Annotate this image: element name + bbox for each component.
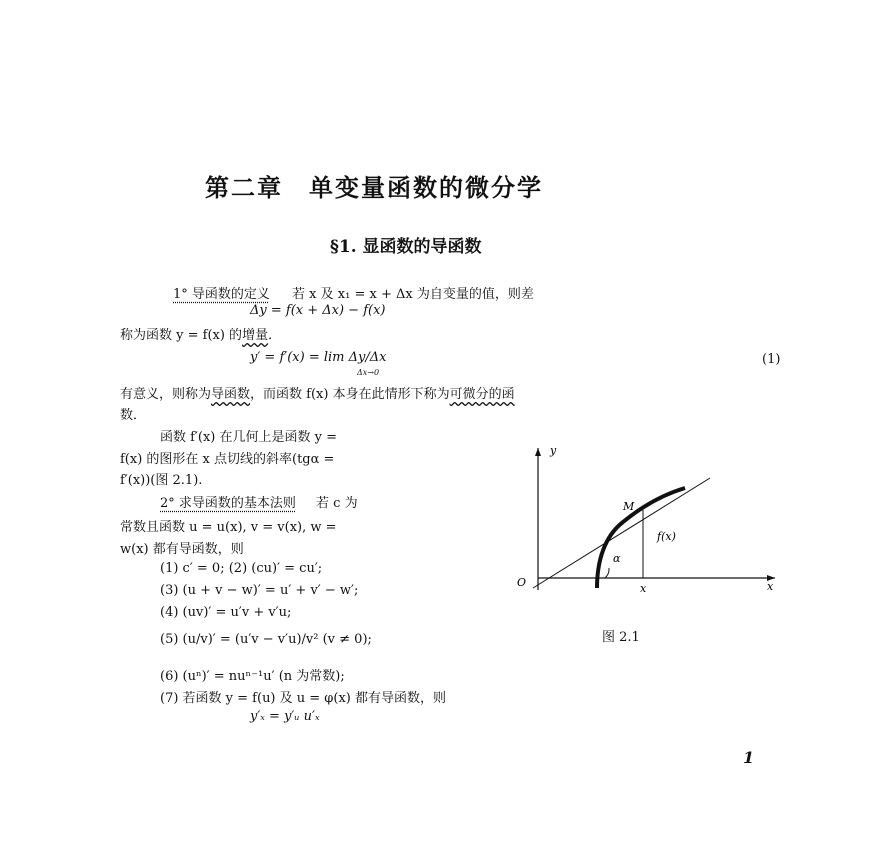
- definition-label: 1° 导函数的定义: [173, 287, 270, 302]
- label-alpha: α: [613, 552, 621, 565]
- page-number: 1: [743, 748, 755, 767]
- definition-line-5: [120, 383, 515, 402]
- definition-line-6: 数．: [120, 408, 147, 423]
- definition-line-1: [173, 283, 534, 302]
- chapter-title: 第二章 单变量函数的微分学: [205, 173, 543, 202]
- period: ．: [268, 328, 282, 343]
- differentiable-term: 可微分的函: [449, 387, 515, 402]
- rules-label: 2° 求导函数的基本法则: [160, 496, 296, 511]
- rule-3: (3) (u + v − w)′ = u′ + v′ − w′;: [160, 583, 359, 598]
- line5-pre: 有意义，则称为: [120, 387, 212, 402]
- increment-sentence: 称为函数 y = f(x) 的: [120, 328, 243, 343]
- label-y: y: [550, 444, 557, 457]
- tangent-line: [533, 478, 710, 588]
- label-x-tick: x: [640, 582, 647, 595]
- figure-caption: 图 2.1: [602, 630, 640, 645]
- difference-formula: Δy = f(x + Δx) − f(x): [250, 303, 386, 318]
- derivative-term: 导函数: [211, 387, 251, 402]
- rule-6: (6) (uⁿ)′ = nuⁿ⁻¹u′ (n 为常数);: [160, 669, 345, 684]
- figure-2-1: [505, 440, 785, 600]
- section-title: §1. 显函数的导函数: [330, 237, 482, 257]
- label-x: x: [767, 580, 774, 593]
- line5-mid: ，而函数 f(x) 本身在此情形下称为: [250, 387, 450, 402]
- rules-line-1: [160, 492, 358, 511]
- equation-number: (1): [762, 352, 781, 367]
- geometry-line-1: 函数 f′(x) 在几何上是函数 y =: [160, 430, 338, 445]
- definition-line-3: [120, 324, 281, 343]
- y-axis-arrow: [535, 448, 541, 456]
- rule-4: (4) (uv)′ = u′v + v′u;: [160, 605, 292, 620]
- chain-rule: y′ₓ = y′ᵤ u′ₓ: [250, 709, 320, 724]
- rule-5: (5) (u/v)′ = (u′v − v′u)/v² (v ≠ 0);: [160, 632, 372, 647]
- rules-intro: 若 c 为: [316, 496, 358, 511]
- geometry-line-2: f(x) 的图形在 x 点切线的斜率(tgα =: [120, 452, 335, 467]
- derivative-formula: y′ = f′(x) = lim Δy/Δx: [250, 350, 387, 365]
- geometry-line-3: f′(x))(图 2.1).: [120, 473, 203, 488]
- rule-7: (7) 若函数 y = f(u) 及 u = φ(x) 都有导函数，则: [160, 691, 447, 706]
- rule-1-2: (1) c′ = 0; (2) (cu)′ = cu′;: [160, 561, 323, 576]
- rules-line-2: 常数且函数 u = u(x), v = v(x), w =: [120, 520, 337, 535]
- label-fx: f(x): [657, 530, 676, 543]
- rules-line-3: w(x) 都有导函数，则: [120, 542, 244, 557]
- label-M: M: [623, 500, 635, 513]
- definition-text: 若 x 及 x₁ = x + Δx 为自变量的值，则差: [292, 287, 534, 302]
- increment-term: 增量: [242, 328, 269, 343]
- limit-subscript: Δx→0: [357, 368, 380, 377]
- label-origin: O: [517, 576, 527, 589]
- angle-arc: [605, 568, 609, 578]
